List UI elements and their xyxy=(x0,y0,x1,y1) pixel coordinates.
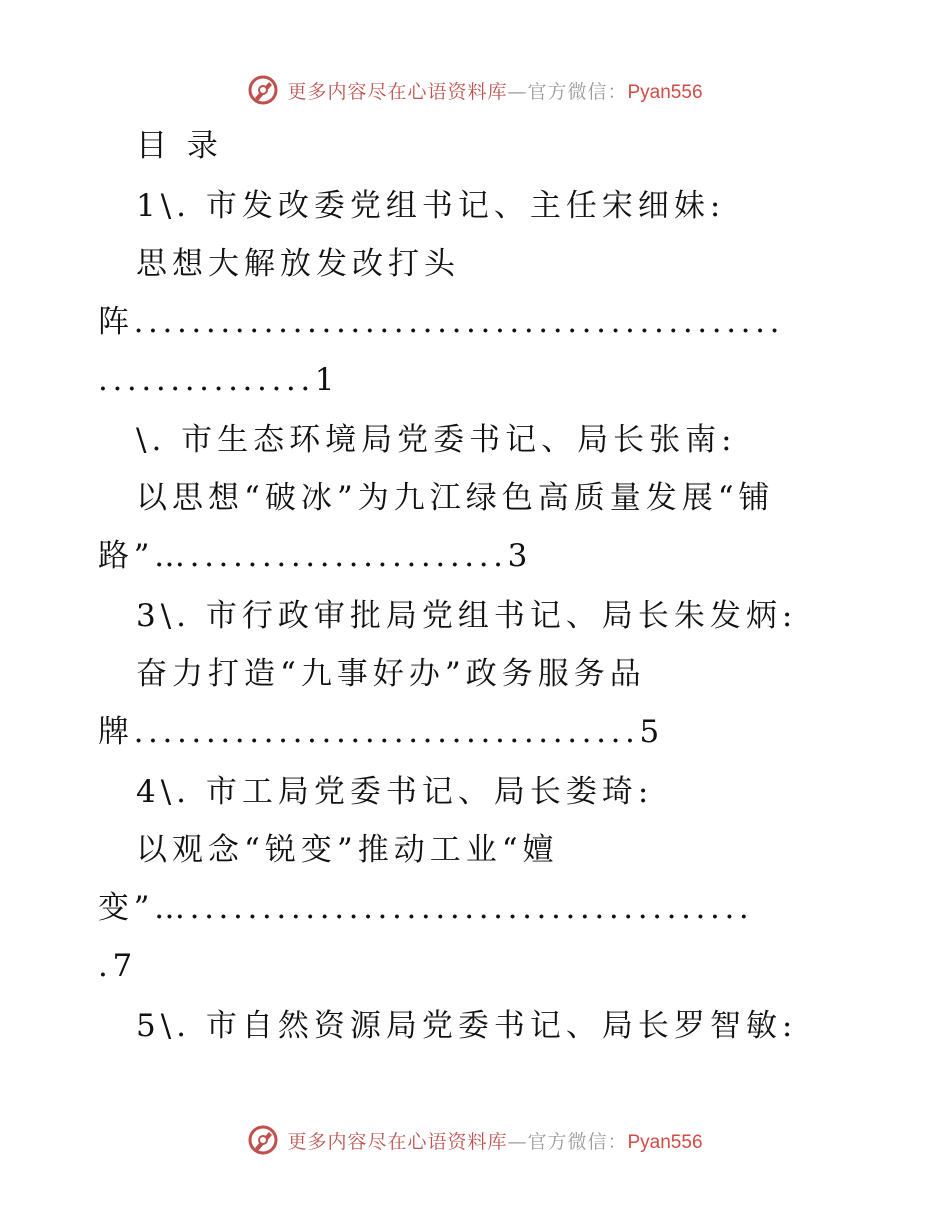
toc-entry-3-heading: 3\. 市行政审批局党组书记、局长朱发炳: xyxy=(136,598,798,634)
banner-wechat-id: Pyan556 xyxy=(627,81,703,103)
banner-text xyxy=(287,77,702,104)
toc-title: 目 录 xyxy=(136,128,223,164)
toc-entry-3-title: 奋力打造“九事好办”政务服务品 xyxy=(136,656,646,692)
banner-brand: 更多内容尽在心语资料库 xyxy=(287,1130,508,1153)
toc-entry-2-page: 路”…......................3 xyxy=(98,538,532,574)
toc-entry-1-page: ...............1 xyxy=(98,362,340,398)
toc-entry-1-leader: 阵............................................. xyxy=(98,304,785,340)
toc-entry-2-title: 以思想“破冰”为九江绿色高质量发展“铺 xyxy=(136,480,775,516)
toc-entry-1-title: 思想大解放发改打头 xyxy=(136,246,460,282)
toc-entry-4-title: 以观念“锐变”推动工业“嬗 xyxy=(136,832,559,868)
pen-circle-logo-icon xyxy=(247,74,279,106)
banner-wechat-id: Pyan556 xyxy=(627,1131,703,1153)
header-banner xyxy=(0,70,950,110)
toc-entry-2-heading: \. 市生态环境局党委书记、局长张南: xyxy=(136,422,737,458)
toc-entry-3-page: 牌...................................5 xyxy=(98,714,664,750)
toc-entry-4-leader: 变”…....................................... xyxy=(98,890,754,926)
pen-circle-logo-icon xyxy=(247,1124,279,1156)
toc-entry-4-heading: 4\. 市工局党委书记、局长娄琦: xyxy=(136,774,654,810)
toc-entry-5-heading: 5\. 市自然资源局党委书记、局长罗智敏: xyxy=(136,1008,798,1044)
toc-entry-4-page: .7 xyxy=(98,948,137,984)
banner-separator: —官方微信： xyxy=(507,1130,628,1153)
footer-banner xyxy=(0,1120,950,1160)
banner-separator: —官方微信： xyxy=(507,80,628,103)
banner-text xyxy=(287,1127,702,1154)
toc-entry-1-heading: 1\. 市发改委党组书记、主任宋细妹: xyxy=(136,188,726,224)
banner-brand: 更多内容尽在心语资料库 xyxy=(287,80,508,103)
